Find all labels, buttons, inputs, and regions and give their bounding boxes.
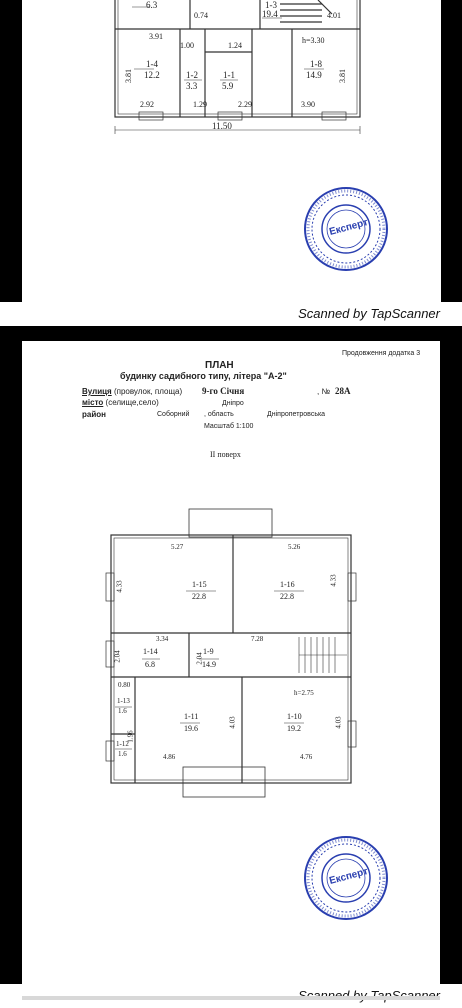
- dimension: 2.92: [140, 100, 154, 109]
- dimension: 3.91: [149, 32, 163, 41]
- room-id: 1-16: [280, 580, 295, 589]
- room-id: 1-2: [186, 70, 198, 80]
- total-width: 11.50: [212, 121, 232, 131]
- room-area: 14.9: [202, 660, 216, 669]
- room-area: 22.8: [280, 592, 294, 601]
- room-id: 1-10: [287, 712, 302, 721]
- appendix-note: Продовження додатка 3: [342, 350, 421, 357]
- dimension: 4.76: [300, 753, 313, 761]
- dimension: 0.74: [194, 11, 208, 20]
- room-id: 1-12: [116, 740, 129, 748]
- city-value: Дніпро: [222, 400, 244, 407]
- dimension: 0.80: [118, 681, 131, 689]
- height-note: h=2.75: [294, 689, 314, 697]
- subtitle-letter: А-2: [268, 371, 283, 381]
- room-area: 1.6: [118, 750, 127, 758]
- expert-stamp: [303, 835, 389, 921]
- number-label: , №: [317, 387, 331, 396]
- room-area: 3.3: [186, 81, 198, 91]
- dimension: 4.86: [163, 753, 176, 761]
- dimension: 3.90: [301, 100, 315, 109]
- room-id: 1-4: [146, 59, 158, 69]
- subtitle-prefix: будинку садибного типу, літера ": [120, 371, 269, 381]
- room-id: 1-3: [265, 0, 277, 10]
- room-area: 6.3: [146, 0, 158, 10]
- dimension: 1.24: [228, 41, 242, 50]
- dimension: 2.04: [195, 652, 204, 665]
- room-area: 19.6: [184, 724, 198, 733]
- room-id: 1-1: [223, 70, 235, 80]
- dimension: 5.26: [288, 543, 301, 551]
- room-area: 22.8: [192, 592, 206, 601]
- room-area: 14.9: [306, 70, 322, 80]
- region-label: , область: [204, 411, 234, 418]
- room-id: 1-11: [184, 712, 199, 721]
- dimension: 2.04: [113, 650, 122, 663]
- dimension: 2.29: [238, 100, 252, 109]
- city-label-rest: (селище,село): [105, 398, 159, 407]
- dimension: 1.96: [126, 730, 135, 743]
- room-id: 1-9: [203, 647, 214, 656]
- scan-page-2: [22, 341, 440, 988]
- subtitle-suffix: ": [282, 371, 287, 381]
- room-area: 19.2: [287, 724, 301, 733]
- room-area: 5.9: [222, 81, 234, 91]
- dimension: 5.27: [171, 543, 184, 551]
- floor-label: II поверх: [210, 450, 241, 459]
- dimension: 4.03: [334, 716, 343, 729]
- room-area: 19.4: [262, 9, 278, 19]
- street-value: 9-го Січня: [202, 386, 245, 396]
- room-id: 1-15: [192, 580, 207, 589]
- room-id: 1-14: [143, 647, 158, 656]
- scanner-caption: Scanned by TapScanner: [0, 302, 462, 326]
- dimension: 4.33: [329, 574, 338, 587]
- region-value: Дніпропетровська: [267, 411, 326, 418]
- dimension: 3.81: [338, 69, 347, 83]
- plan-title: ПЛАН: [205, 360, 234, 371]
- number-value: 28А: [335, 386, 351, 396]
- room-area: 6.8: [145, 660, 155, 669]
- stamp-text: Експерт: [328, 217, 370, 238]
- stamp-text: Експерт: [328, 866, 370, 887]
- expert-stamp: [303, 186, 389, 272]
- scan-page-3: [22, 996, 440, 1000]
- city-label: місто: [82, 398, 104, 407]
- dimension: 4.03: [228, 716, 237, 729]
- room-id: 1-13: [117, 697, 130, 705]
- room-area: 1.6: [118, 707, 127, 715]
- dimension: 1.29: [193, 100, 207, 109]
- dimension: 1.00: [180, 41, 194, 50]
- district-value: Соборний: [157, 411, 190, 418]
- dimension: 4.33: [115, 580, 124, 593]
- street-label-rest: (провулок, площа): [113, 387, 183, 396]
- dimension: 3.81: [124, 69, 133, 83]
- room-area: 12.2: [144, 70, 160, 80]
- scale-note: Масштаб 1:100: [204, 423, 254, 430]
- dimension: 7.28: [251, 635, 264, 643]
- room-id: 1-8: [310, 59, 322, 69]
- street-label: Вулиця: [82, 387, 112, 396]
- dimension: 4.01: [327, 11, 341, 20]
- dimension: 3.34: [156, 635, 169, 643]
- district-label: район: [82, 410, 106, 419]
- height-note: h=3.30: [302, 36, 325, 45]
- scan-page-1: [22, 0, 441, 303]
